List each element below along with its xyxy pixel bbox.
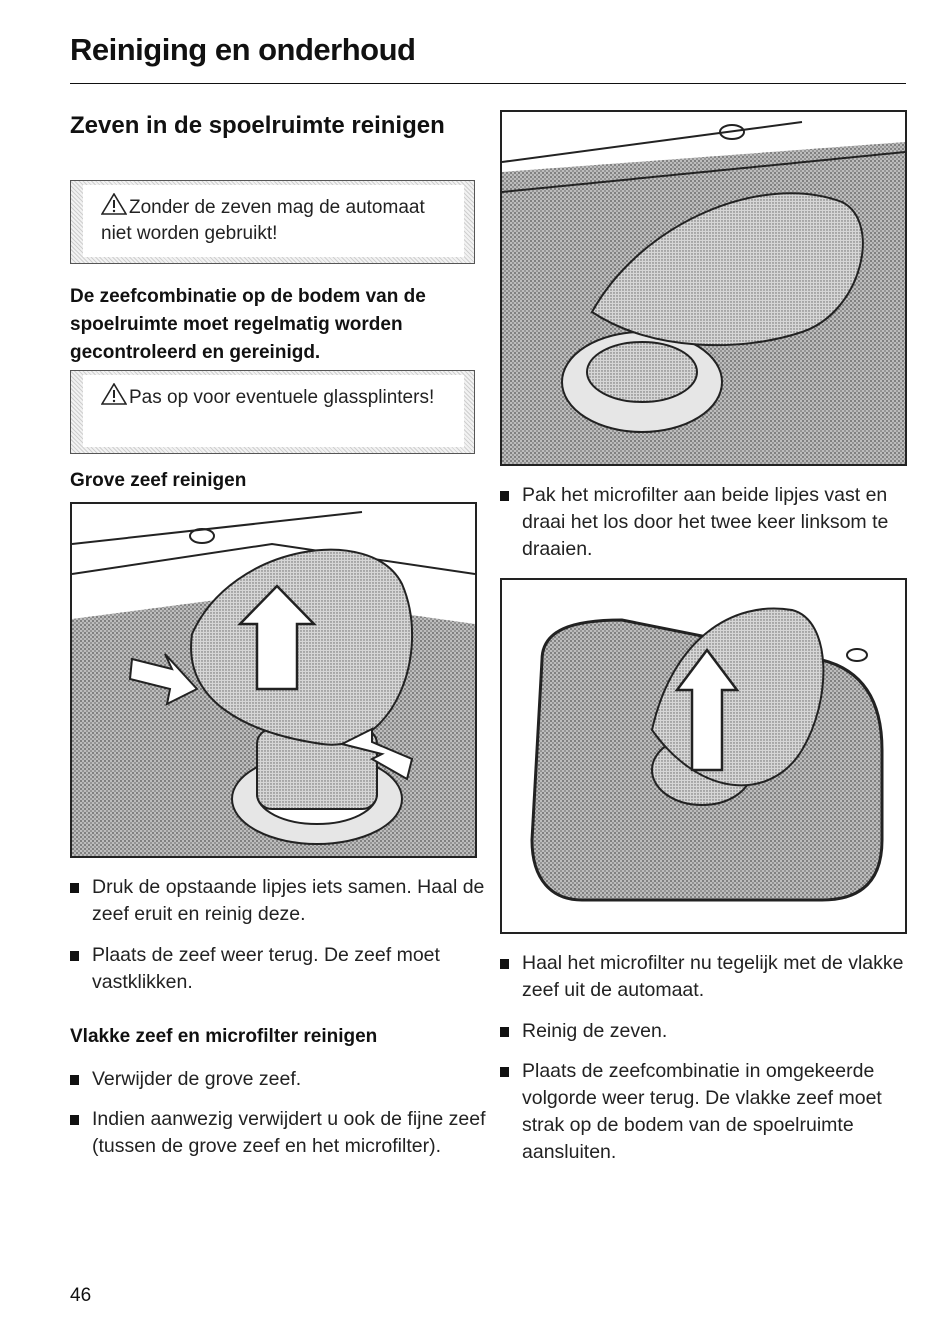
warning-triangle-icon — [101, 193, 127, 215]
list-item: Plaats de zeefcombinatie in omgekeerde volgorde weer terug. De vlakke zeef moet strak op de bodem van de spoelruimte aansluiten. — [500, 1058, 927, 1166]
header-rule — [70, 83, 906, 84]
warning-content — [83, 375, 464, 447]
list-item: Haal het microfilter nu tegelijk met de vlakke zeef uit de automaat. — [500, 950, 927, 1004]
list-item: Plaats de zeef weer terug. De zeef moet vastklikken. — [70, 942, 497, 996]
warning-text: Zonder de zeven mag de automaat niet worden gebruikt! — [101, 197, 425, 244]
illustration-microfilter-turn — [500, 110, 907, 466]
section-title: Zeven in de spoelruimte reinigen — [70, 112, 445, 139]
page-number: 46 — [70, 1285, 92, 1306]
warning-triangle-icon — [101, 383, 127, 405]
intro-paragraph: De zeefcombinatie op de bodem van de spoelruimte moet regelmatig worden gecontroleerd en gereinigd. — [70, 286, 426, 363]
subsection-title: Grove zeef reinigen — [70, 470, 247, 491]
warning-content — [83, 185, 464, 257]
illustration-microfilter-remove — [500, 578, 907, 934]
list-item: Verwijder de grove zeef. — [70, 1066, 497, 1093]
warning-box — [70, 370, 475, 454]
list-item: Indien aanwezig verwijdert u ook de fijne zeef (tussen de grove zeef en het microfilter). — [70, 1106, 497, 1160]
subsection-title: Vlakke zeef en microfilter reinigen — [70, 1026, 378, 1047]
list-item: Pak het microfilter aan beide lipjes vast en draai het los door het twee keer linksom te draaien. — [500, 482, 927, 563]
warning-box — [70, 180, 475, 264]
illustration-coarse-filter — [70, 502, 477, 858]
list-item: Reinig de zeven. — [500, 1018, 927, 1045]
page-title: Reiniging en onderhoud — [70, 32, 416, 67]
list-item: Druk de opstaande lipjes iets samen. Haal de zeef eruit en reinig deze. — [70, 874, 497, 928]
warning-text: Pas op voor eventuele glassplinters! — [129, 387, 435, 408]
